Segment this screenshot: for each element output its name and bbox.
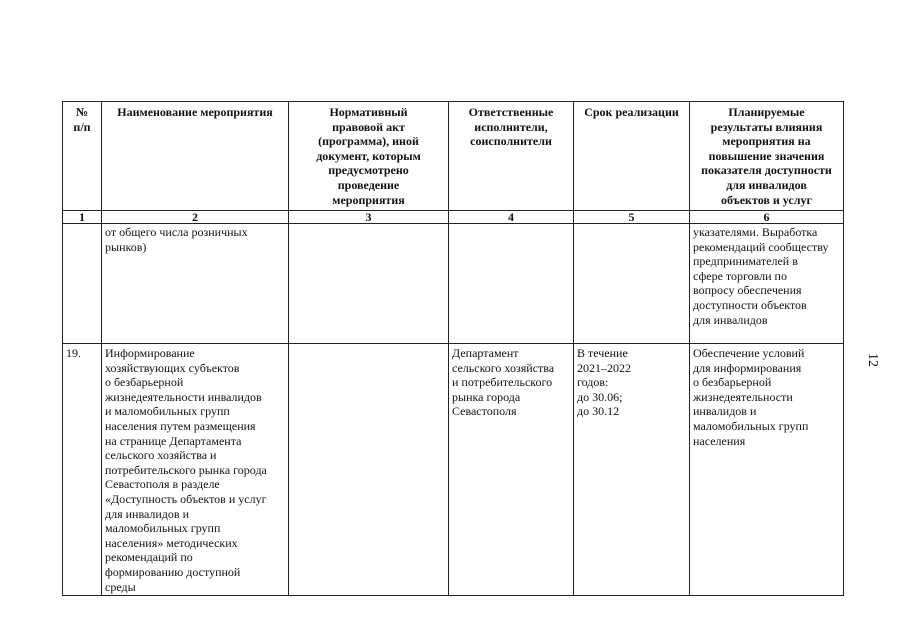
- table-cell: [574, 344, 690, 596]
- text-line: сфере торговли по: [693, 268, 787, 283]
- column-number: 4: [449, 211, 574, 224]
- text-line: п/п: [73, 119, 91, 134]
- table-cell: [690, 224, 844, 344]
- text-line: 19.: [66, 346, 81, 360]
- text-line: и маломобильных групп: [105, 404, 230, 419]
- text-line: до 30.12: [577, 404, 620, 419]
- text-line: сельского хозяйства: [452, 360, 555, 375]
- table-cell: [102, 344, 289, 596]
- text-line: инвалидов и: [693, 404, 757, 419]
- text-line: исполнители,: [474, 119, 548, 134]
- text-line: на странице Департамента: [105, 433, 242, 448]
- text-line: маломобильных групп: [693, 418, 809, 433]
- text-line: Наименование мероприятия: [117, 105, 273, 119]
- text-line: для инвалидов и: [105, 506, 189, 521]
- text-line: жизнедеятельности инвалидов: [105, 389, 262, 404]
- column-number: 2: [102, 211, 289, 224]
- header-cell: [63, 102, 102, 211]
- text-line: от общего числа розничных: [105, 225, 248, 239]
- text-line: рекомендаций по: [105, 550, 193, 565]
- text-line: хозяйствующих субъектов: [105, 360, 240, 375]
- text-line: предусмотрено: [328, 163, 409, 178]
- table-cell: [289, 344, 449, 596]
- text-line: правовой акт: [332, 119, 405, 134]
- text-line: и потребительского: [452, 375, 553, 390]
- measures-table: [62, 101, 844, 596]
- column-number-row: [63, 211, 844, 224]
- text-line: для информирования: [693, 360, 802, 375]
- text-line: результаты влияния: [710, 119, 823, 134]
- text-line: мероприятия: [332, 192, 405, 207]
- table-cell: [449, 224, 574, 344]
- text-line: 2021–2022: [577, 360, 631, 375]
- header-cell: [289, 102, 449, 211]
- text-line: повышение значения: [708, 148, 825, 163]
- header-cell: [574, 102, 690, 211]
- text-line: до 30.06;: [577, 389, 623, 404]
- text-line: среды: [105, 579, 136, 594]
- text-line: мероприятия на: [722, 134, 811, 149]
- header-cell: [102, 102, 289, 211]
- text-line: населения» методических: [105, 535, 238, 550]
- text-line: указателями. Выработка: [693, 225, 818, 239]
- table-cell: [63, 224, 102, 344]
- text-line: Информирование: [105, 346, 195, 360]
- column-number: 1: [63, 211, 102, 224]
- text-line: Департамент: [452, 346, 519, 360]
- text-line: Ответственные: [468, 105, 554, 119]
- text-line: вопросу обеспечения: [693, 283, 802, 298]
- text-line: проведение: [337, 177, 400, 192]
- text-line: годов:: [577, 375, 609, 390]
- text-line: (программа), иной: [318, 134, 419, 149]
- column-number: 5: [574, 211, 690, 224]
- text-line: о безбарьерной: [105, 375, 184, 390]
- table-row: [63, 344, 844, 596]
- column-number: 6: [690, 211, 844, 224]
- text-line: о безбарьерной: [693, 375, 772, 390]
- table-cell: [690, 344, 844, 596]
- table-header-row: [63, 102, 844, 211]
- table-cell: [449, 344, 574, 596]
- text-line: Планируемые: [728, 105, 805, 119]
- text-line: рынка города: [452, 389, 521, 404]
- text-line: для инвалидов: [693, 312, 768, 327]
- column-number: 3: [289, 211, 449, 224]
- text-line: предпринимателей в: [693, 254, 798, 269]
- text-line: Нормативный: [329, 105, 408, 119]
- text-line: показателя доступности: [701, 163, 832, 178]
- text-line: населения путем размещения: [105, 418, 256, 433]
- text-line: В течение: [577, 346, 628, 360]
- table-cell: [574, 224, 690, 344]
- table-row: [63, 224, 844, 344]
- text-line: объектов и услуг: [721, 192, 812, 207]
- page-number: 12: [865, 353, 880, 367]
- text-line: соисполнители: [470, 134, 552, 149]
- text-line: «Доступность объектов и услуг: [105, 491, 267, 506]
- table-cell: [63, 344, 102, 596]
- header-cell: [449, 102, 574, 211]
- text-line: формированию доступной: [105, 564, 241, 579]
- text-line: документ, которым: [316, 148, 421, 163]
- text-line: Севастополя: [452, 404, 517, 419]
- text-line: №: [75, 105, 89, 119]
- text-line: потребительского рынка города: [105, 462, 267, 477]
- text-line: Севастополя в разделе: [105, 477, 220, 492]
- text-line: сельского хозяйства и: [105, 448, 217, 463]
- header-cell: [690, 102, 844, 211]
- text-line: рекомендаций сообществу: [693, 239, 829, 254]
- text-line: для инвалидов: [726, 177, 807, 192]
- table-cell: [289, 224, 449, 344]
- text-line: Срок реализации: [584, 105, 679, 119]
- text-line: рынков): [105, 239, 147, 254]
- text-line: Обеспечение условий: [693, 346, 805, 360]
- text-line: маломобильных групп: [105, 521, 221, 536]
- text-line: жизнедеятельности: [693, 389, 793, 404]
- table-cell: [102, 224, 289, 344]
- text-line: населения: [693, 433, 746, 448]
- text-line: доступности объектов: [693, 297, 807, 312]
